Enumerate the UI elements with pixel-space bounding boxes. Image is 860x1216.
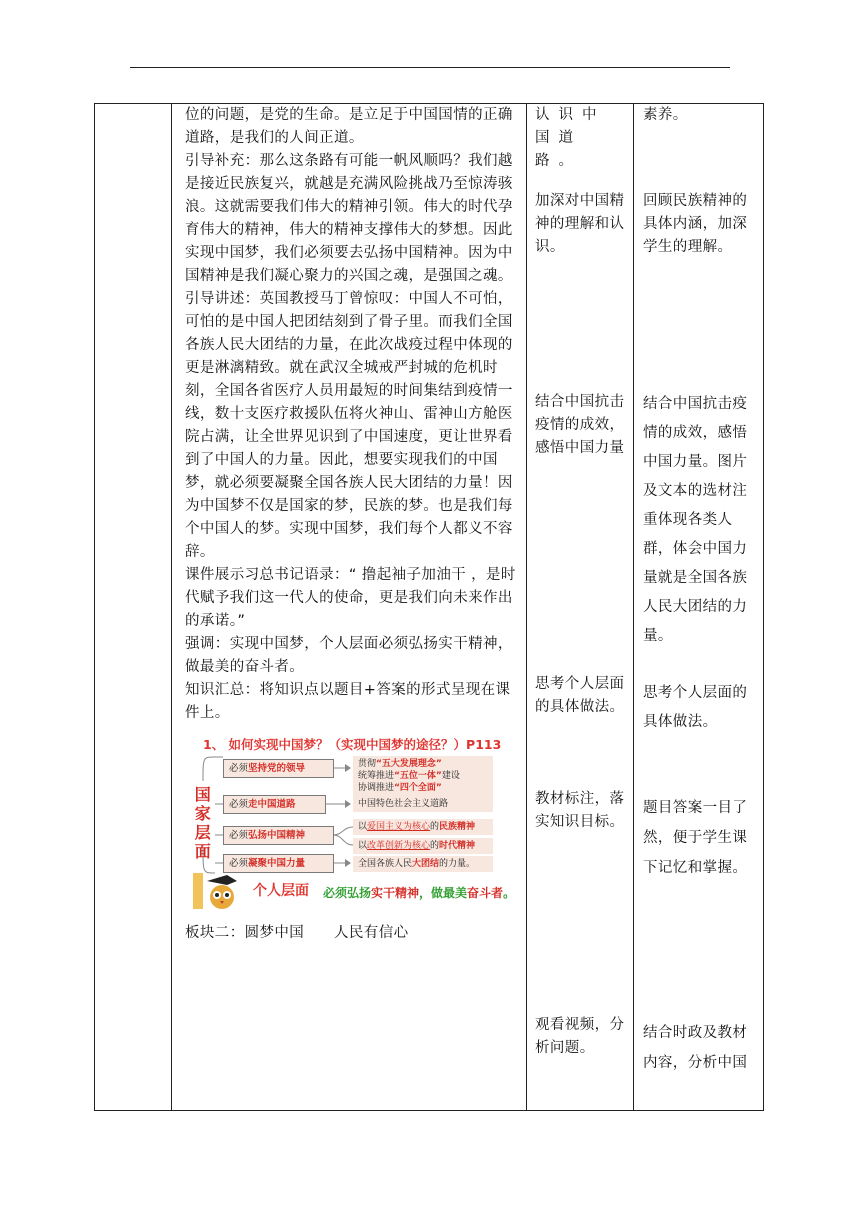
- student-activity-cell: [527, 104, 634, 1111]
- design-intent: 结合中国抗击疫情的成效，感悟中国力量。图片及文本的选材注重体现各类人群，体会中国力量就是全国各族人民大团结的力量。: [643, 396, 748, 644]
- party-targets: 贯彻“五大发展理念” 统筹推进“五位一体”建设 协调推进“四个全面”: [353, 756, 493, 796]
- knowledge-diagram: [185, 733, 516, 916]
- design-intent: 结合时政及教材内容，分析中国: [643, 1025, 748, 1071]
- design-intent: 素养。: [643, 107, 688, 123]
- section-heading: 板块二：圆梦中国 人民有信心: [185, 925, 409, 941]
- main-paragraph: 引导补充：那么这条路有可能一帆风顺吗？我们越是接近民族复兴，就越是充满风险挑战乃至惊涛骇浪。这就需要我们伟大的精神引领。伟大的时代孕育伟大的精神，伟大的精神支撑伟大的梦想。因此实现中国梦，我们必须要去弘扬中国精神。因为中国精神是我们凝心聚力的兴国之魂，是强国之魂。: [185, 153, 513, 284]
- spirit-target-national: 以爱国主义为核心的民族精神: [353, 819, 493, 835]
- mascot-owl-icon: [191, 871, 239, 911]
- design-intent-cell: [634, 104, 764, 1111]
- teacher-activity-cell: [172, 104, 527, 1111]
- student-activity: 观看视频，分析问题。: [535, 1017, 625, 1056]
- path-box-strength: 必须凝聚中国力量: [223, 854, 334, 873]
- personal-level-label: 个人层面: [253, 883, 309, 899]
- student-activity: 结合中国抗击疫情的成效，感悟中国力量: [535, 394, 625, 456]
- student-activity: 教材标注，落实知识目标。: [535, 791, 625, 830]
- main-paragraph: 强调：实现中国梦，个人层面必须弘扬实干精神，做最美的奋斗者。: [185, 636, 513, 675]
- main-paragraph: 知识汇总：将知识点以题目+答案的形式呈现在课件上。: [185, 682, 511, 721]
- main-paragraph: 位的问题，是党的生命。是立足于中国国情的正确道路，是我们的人间正道。: [185, 107, 513, 146]
- design-intent: 回顾民族精神的具体内涵，加深学生的理解。: [643, 193, 748, 255]
- lesson-plan-table: [94, 103, 764, 1111]
- design-intent: 思考个人层面的具体做法。: [643, 685, 748, 730]
- main-paragraph: 课件展示习总书记语录：“ 撸起袖子加油干 ，是时代赋予我们这一代人的使命，更是我们向未来作出的承诺。”: [185, 567, 516, 629]
- student-activity: 思考个人层面的具体做法。: [535, 676, 625, 715]
- road-target: 中国特色社会主义道路: [353, 796, 493, 812]
- student-activity: 认识中国道路。: [535, 107, 606, 169]
- path-box-road: 必须走中国道路: [223, 795, 326, 814]
- header-rule: [130, 67, 730, 68]
- spirit-target-era: 以改革创新为核心的时代精神: [353, 838, 493, 854]
- design-intent: 题目答案一目了然，便于学生课下记忆和掌握。: [643, 800, 748, 876]
- personal-level-text: 必须弘扬实干精神，做最美奋斗者。: [323, 886, 516, 900]
- diagram-title: 1、 如何实现中国梦？（实现中国梦的途径？）P113: [203, 737, 502, 752]
- main-paragraph: 引导讲述：英国教授马丁曾惊叹：中国人不可怕，可怕的是中国人把团结刻到了骨子里。而我们全国各族人民大团结的力量，在此次战疫过程中体现的更是淋漓精致。就在武汉全城戒严封城的危机时刻，全国各省医疗人员用最短的时间集结到疫情一线，数十支医疗救援队伍将火神山、雷神山方舱医院占满，让全世界见识到了中国速度，更让世界看到了中国人的力量。因此，想要实现我们的中国梦，就必须要凝聚全国各族人民大团结的力量！因为中国梦不仅是国家的梦，民族的梦。也是我们每个中国人的梦。实现中国梦，我们每个人都义不容辞。: [185, 291, 513, 560]
- stage-column-cell: [95, 104, 172, 1111]
- country-level-label: 国家层面: [194, 785, 212, 861]
- path-box-party: 必须坚持党的领导: [223, 759, 334, 778]
- strength-target: 全国各族人民大团结的力量。: [353, 856, 493, 872]
- student-activity: 加深对中国精神的理解和认识。: [535, 193, 625, 255]
- path-box-spirit: 必须弘扬中国精神: [223, 826, 334, 845]
